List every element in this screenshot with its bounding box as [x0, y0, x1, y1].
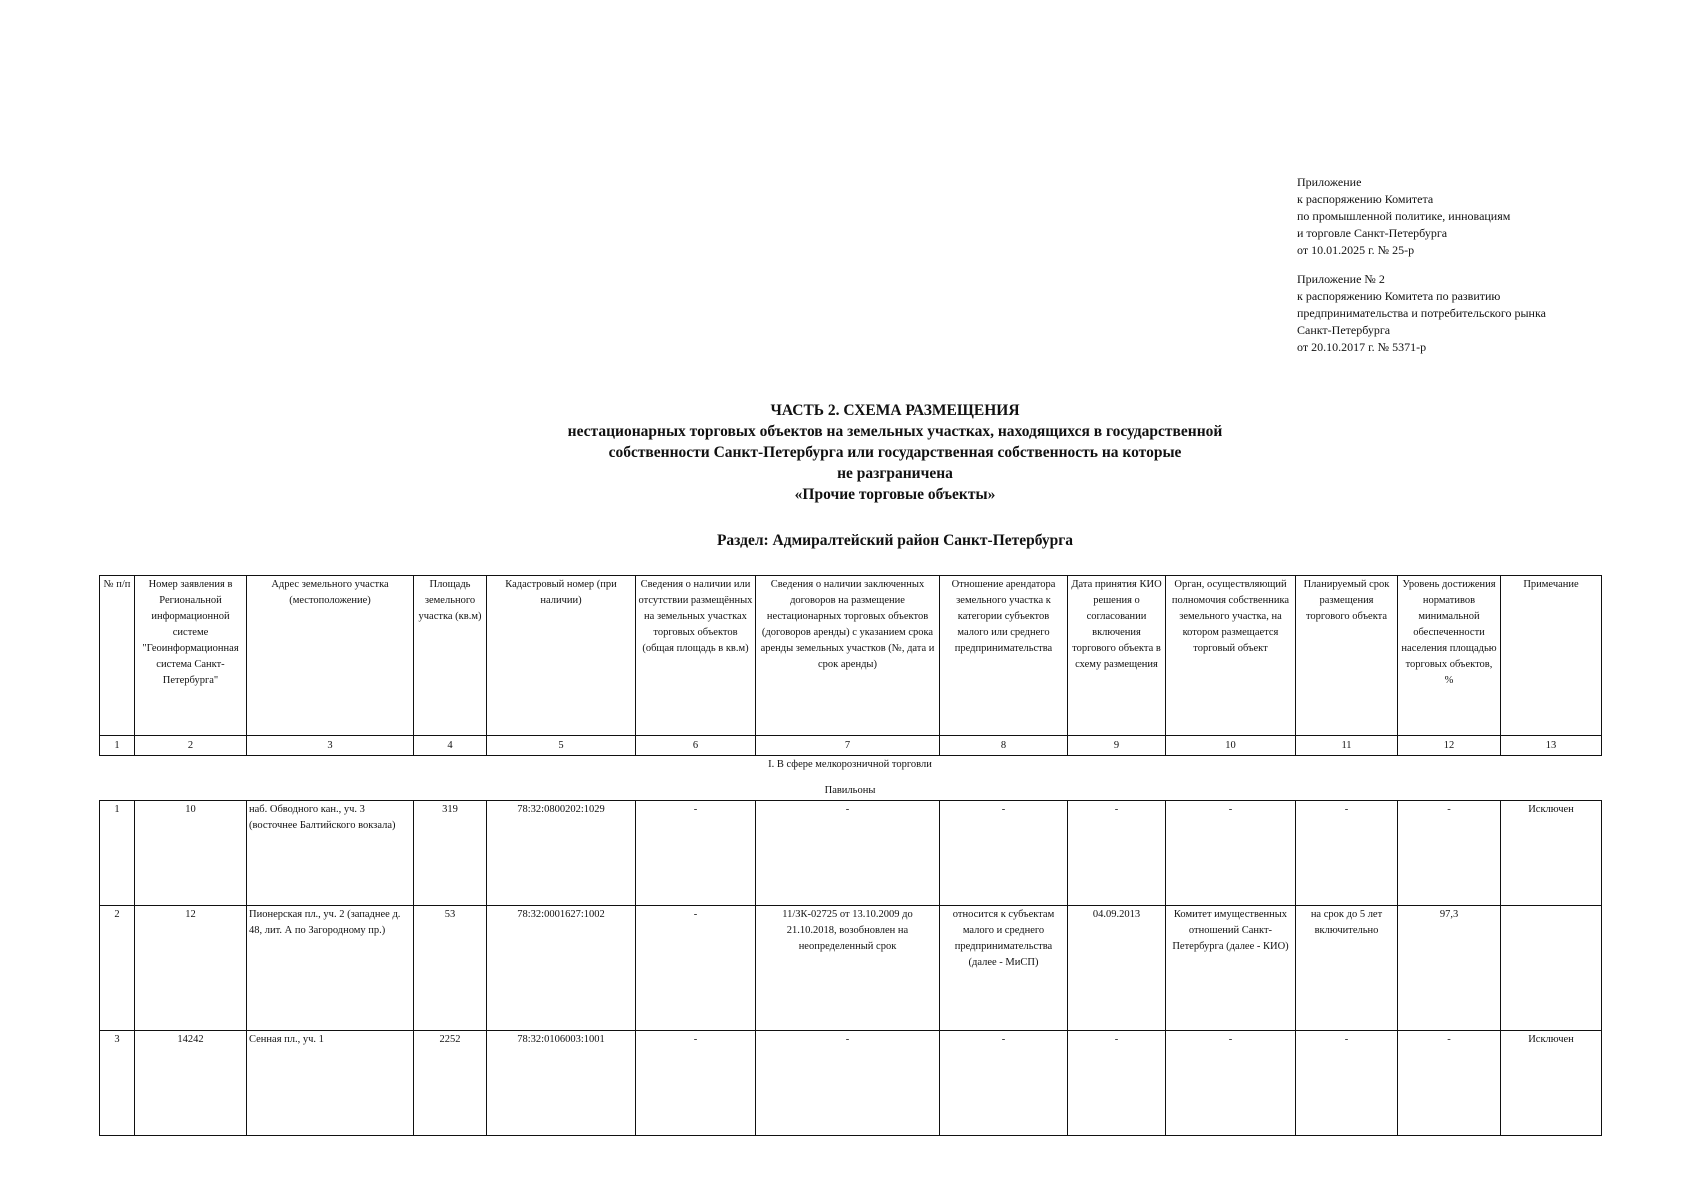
table-row — [100, 906, 1602, 1031]
cell-objects: - — [636, 1031, 756, 1136]
title-line: собственности Санкт-Петербурга или государственная собственность на которые — [608, 444, 1182, 461]
cell-level: - — [1398, 801, 1501, 906]
column-header: Адрес земельного участка (местоположение) — [247, 576, 414, 736]
cell-application: 14242 — [135, 1031, 247, 1136]
column-header: Планируемый срок размещения торгового объекта — [1296, 576, 1398, 736]
cell-level: 97,3 — [1398, 906, 1501, 1031]
column-header: Отношение арендатора земельного участка к категории субъектов малого или среднего предпринимательства — [940, 576, 1068, 736]
cell-cadastral: 78:32:0001627:1002 — [487, 906, 636, 1031]
appendix-line: к распоряжению Комитета по развитию — [1297, 289, 1501, 303]
cell-term: - — [1296, 801, 1398, 906]
cell-contracts: - — [756, 801, 940, 906]
column-number: 2 — [135, 736, 247, 756]
column-header: Дата принятия КИО решения о согласовании включения торгового объекта в схему размещения — [1068, 576, 1166, 736]
column-number: 12 — [1398, 736, 1501, 756]
table-row — [100, 801, 1602, 906]
cell-decision-date: - — [1068, 1031, 1166, 1136]
column-number-row — [100, 736, 1602, 756]
cell-level: - — [1398, 1031, 1501, 1136]
column-header: Сведения о наличии заключенных договоров на размещение нестационарных торговых объектов (договоров аренды) с указанием срока аренды земельных участков (№, дата и срок аренды) — [756, 576, 940, 736]
cell-number: 2 — [100, 906, 135, 1031]
cell-objects: - — [636, 801, 756, 906]
appendix-line: к распоряжению Комитета — [1297, 192, 1434, 206]
table-row — [100, 1031, 1602, 1136]
cell-sme: - — [940, 801, 1068, 906]
appendix-line: Приложение № 2 — [1297, 272, 1385, 286]
column-number: 10 — [1166, 736, 1296, 756]
column-number: 4 — [414, 736, 487, 756]
column-header: Кадастровый номер (при наличии) — [487, 576, 636, 736]
cell-decision-date: - — [1068, 801, 1166, 906]
appendix-line: по промышленной политике, инновациям — [1297, 209, 1511, 223]
header-row — [100, 576, 1602, 736]
data-table — [99, 800, 1602, 1136]
title-line: ЧАСТЬ 2. СХЕМА РАЗМЕЩЕНИЯ — [770, 402, 1020, 419]
cell-area: 53 — [414, 906, 487, 1031]
title-line: не разграничена — [837, 465, 953, 482]
cell-note: Исключен — [1501, 801, 1602, 906]
cell-note — [1501, 906, 1602, 1031]
column-number: 8 — [940, 736, 1068, 756]
cell-address: Сенная пл., уч. 1 — [247, 1031, 414, 1136]
section-title: Раздел: Адмиралтейский район Санкт-Петербурга — [716, 532, 1074, 549]
cell-number: 1 — [100, 801, 135, 906]
cell-application: 10 — [135, 801, 247, 906]
column-number: 11 — [1296, 736, 1398, 756]
cell-area: 319 — [414, 801, 487, 906]
cell-cadastral: 78:32:0800202:1029 — [487, 801, 636, 906]
appendix-line: и торговле Санкт-Петербурга — [1297, 226, 1448, 240]
column-header: Уровень достижения нормативов минимальной обеспеченности населения площадью торговых объектов, % — [1398, 576, 1501, 736]
retail-caption: I. В сфере мелкорозничной торговли — [768, 759, 932, 770]
column-number: 13 — [1501, 736, 1602, 756]
title-line: нестационарных торговых объектов на земельных участках, находящихся в государственной — [567, 423, 1223, 440]
cell-term: - — [1296, 1031, 1398, 1136]
cell-authority: Комитет имущественных отношений Санкт-Петербурга (далее - КИО) — [1166, 906, 1296, 1031]
appendix-line: Санкт-Петербурга — [1297, 323, 1391, 337]
cell-address: Пионерская пл., уч. 2 (западнее д. 48, лит. А по Загородному пр.) — [247, 906, 414, 1031]
column-header: Номер заявления в Региональной информационной системе "Геоинформационная система Санкт-Петербурга" — [135, 576, 247, 736]
appendix-line: от 20.10.2017 г. № 5371-р — [1297, 340, 1427, 354]
column-number: 5 — [487, 736, 636, 756]
column-number: 6 — [636, 736, 756, 756]
column-number: 3 — [247, 736, 414, 756]
column-header: № п/п — [100, 576, 135, 736]
cell-sme: относится к субъектам малого и среднего предпринимательства (далее - МиСП) — [940, 906, 1068, 1031]
cell-sme: - — [940, 1031, 1068, 1136]
column-header: Площадь земельного участка (кв.м) — [414, 576, 487, 736]
column-header: Сведения о наличии или отсутствии размещённых на земельных участках торговых объектов (общая площадь в кв.м) — [636, 576, 756, 736]
column-header: Орган, осуществляющий полномочия собственника земельного участка, на котором размещается торговый объект — [1166, 576, 1296, 736]
appendix-line: Приложение — [1297, 175, 1362, 189]
cell-application: 12 — [135, 906, 247, 1031]
column-number: 7 — [756, 736, 940, 756]
cell-objects: - — [636, 906, 756, 1031]
cell-address: наб. Обводного кан., уч. 3 (восточнее Балтийского вокзала) — [247, 801, 414, 906]
cell-authority: - — [1166, 801, 1296, 906]
cell-term: на срок до 5 лет включительно — [1296, 906, 1398, 1031]
cell-number: 3 — [100, 1031, 135, 1136]
cell-note: Исключен — [1501, 1031, 1602, 1136]
cell-cadastral: 78:32:0106003:1001 — [487, 1031, 636, 1136]
cell-authority: - — [1166, 1031, 1296, 1136]
column-number: 9 — [1068, 736, 1166, 756]
appendix-line: предпринимательства и потребительского рынка — [1297, 306, 1546, 320]
appendix-line: от 10.01.2025 г. № 25-р — [1297, 243, 1415, 257]
cell-contracts: 11/ЗК-02725 от 13.10.2009 до 21.10.2018, возобновлен на неопределенный срок — [756, 906, 940, 1031]
appendix-block — [1297, 174, 1677, 356]
column-number: 1 — [100, 736, 135, 756]
pavilions-caption: Павильоны — [824, 785, 876, 796]
column-header: Примечание — [1501, 576, 1602, 736]
cell-contracts: - — [756, 1031, 940, 1136]
header-table — [99, 575, 1602, 756]
title-line: «Прочие торговые объекты» — [794, 486, 996, 503]
document-title — [0, 400, 1697, 505]
cell-area: 2252 — [414, 1031, 487, 1136]
cell-decision-date: 04.09.2013 — [1068, 906, 1166, 1031]
